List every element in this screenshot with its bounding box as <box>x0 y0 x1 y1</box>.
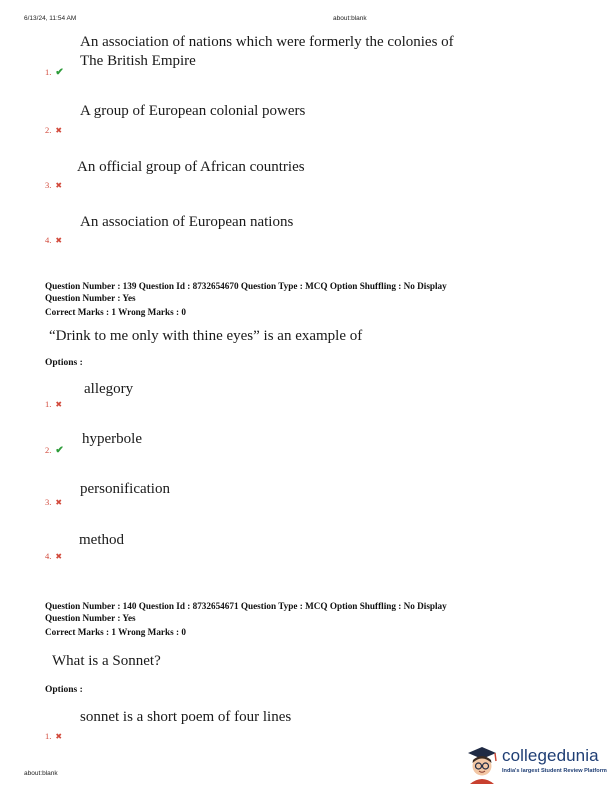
option-number-4: 4. ✖ <box>45 551 63 561</box>
cross-icon: ✖ <box>55 236 63 245</box>
cross-icon: ✖ <box>55 181 63 190</box>
option-number-3: 3. ✖ <box>45 180 63 190</box>
logo-wordmark: collegedunia <box>502 746 599 765</box>
question-text: “Drink to me only with thine eyes” is an example of <box>49 328 363 344</box>
option-text-4: An association of European nations <box>80 214 294 230</box>
option-text-1: allegory <box>84 381 134 397</box>
option-text-1: sonnet is a short poem of four lines <box>80 709 292 725</box>
options-label: Options : <box>45 358 83 368</box>
print-page-title: about:blank <box>333 15 367 22</box>
option-number-1: 1. ✖ <box>45 731 63 741</box>
options-label: Options : <box>45 685 83 695</box>
option-number-1: 1. ✔ <box>45 67 64 78</box>
option-number-2: 2. ✔ <box>45 445 64 456</box>
option-number-1: 1. ✖ <box>45 399 63 409</box>
option-text-4: method <box>79 532 124 548</box>
cross-icon: ✖ <box>55 552 63 561</box>
cross-icon: ✖ <box>55 126 63 135</box>
cross-icon: ✖ <box>55 732 63 741</box>
option-text-2: A group of European colonial powers <box>80 103 306 119</box>
collegedunia-logo <box>462 744 608 784</box>
option-text-2: hyperbole <box>82 431 142 447</box>
cross-icon: ✖ <box>55 498 63 507</box>
option-number-2: 2. ✖ <box>45 125 63 135</box>
logo-tagline: India's largest Student Review Platform <box>502 768 607 774</box>
graduate-avatar-icon <box>462 744 502 784</box>
print-datetime: 6/13/24, 11:54 AM <box>24 15 77 22</box>
question-meta: Question Number : 139 Question Id : 8732654670 Question Type : MCQ Option Shuffling : No Display Question Number : Yes Correct Marks : 1 Wrong Marks : 0 <box>45 281 447 317</box>
print-footer-url: about:blank <box>24 770 58 777</box>
check-icon: ✔ <box>55 445 64 456</box>
question-text: What is a Sonnet? <box>52 653 161 669</box>
option-number-3: 3. ✖ <box>45 497 63 507</box>
question-meta: Question Number : 140 Question Id : 8732654671 Question Type : MCQ Option Shuffling : No Display Question Number : Yes Correct Marks : 1 Wrong Marks : 0 <box>45 601 447 637</box>
cross-icon: ✖ <box>55 400 63 409</box>
option-text-1: An association of nations which were formerly the colonies of The British Empire <box>80 34 454 69</box>
check-icon: ✔ <box>55 67 64 78</box>
option-text-3: An official group of African countries <box>77 159 305 175</box>
option-text-3: personification <box>80 481 170 497</box>
option-number-4: 4. ✖ <box>45 235 63 245</box>
